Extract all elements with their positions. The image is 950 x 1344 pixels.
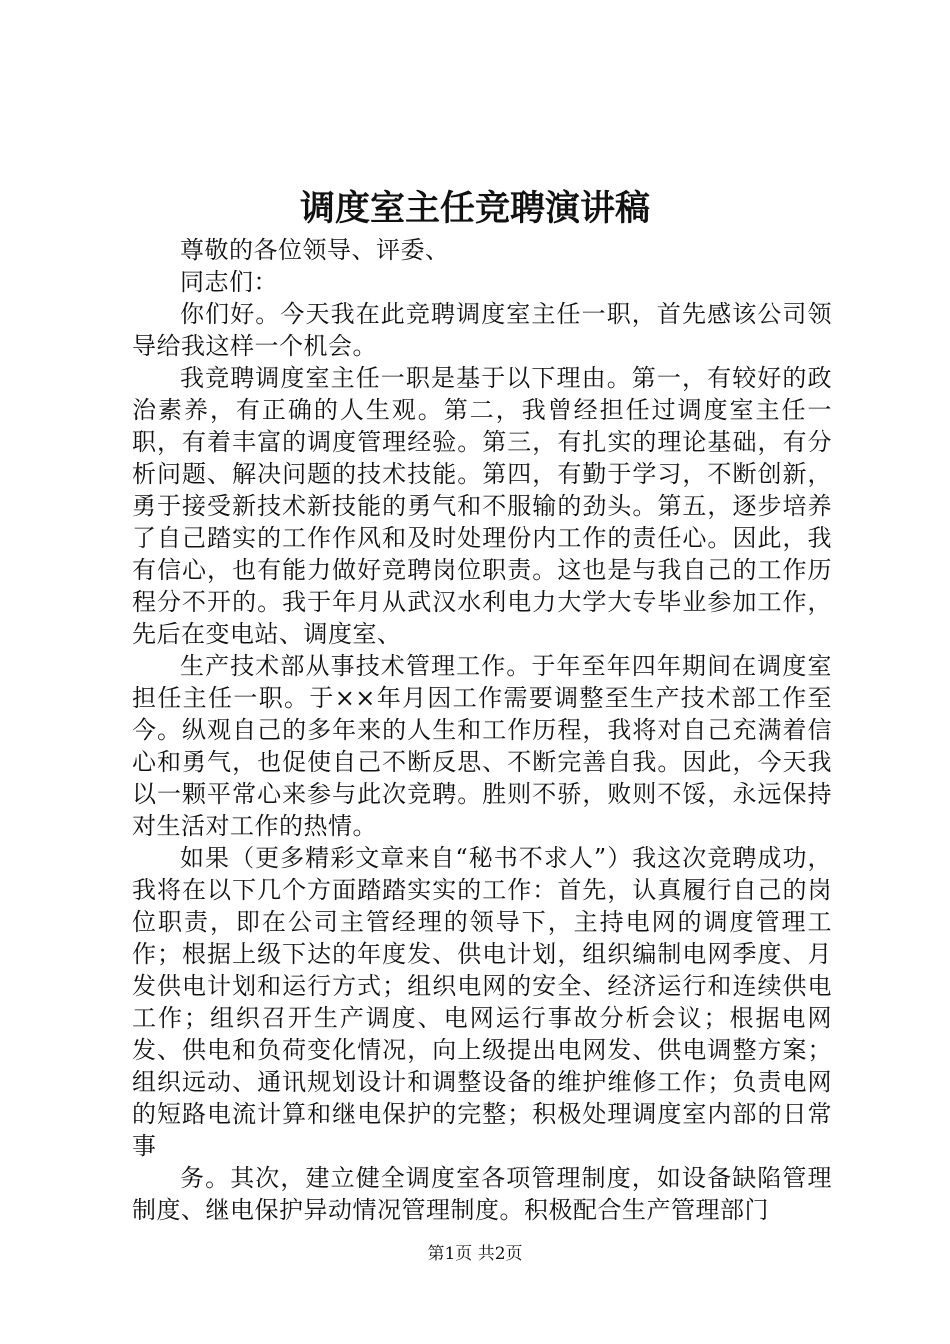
paragraph-experience: 生产技术部从事技术管理工作。于年至年四年期间在调度室担任主任一职。于××年月因工作需要调整至生产技术部工作至今。纵观自己的多年来的人生和工作历程，我将对自己充满着信心和勇气，也促使自己不断反思、不断完善自我。因此，今天我以一颗平常心来参与此次竞聘。胜则不骄，败则不馁，永远保持对生活对工作的热情。 (132, 652, 832, 840)
paragraph-salutation-2: 同志们： (180, 268, 278, 296)
document-body (132, 234, 832, 1226)
paragraph-reasons: 我竞聘调度室主任一职是基于以下理由。第一，有较好的政治素养，有正确的人生观。第二，我曾经担任过调度室主任一职，有着丰富的调度管理经验。第三，有扎实的理论基础，有分析问题、解决问题的技术技能。第四，有勤于学习，不断创新，勇于接受新技术新技能的勇气和不服输的劲头。第五，逐步培养了自己踏实的工作作风和及时处理份内工作的责任心。因此，我有信心，也有能力做好竞聘岗位职责。这也是与我自己的工作历程分不开的。我于年月从武汉水利电力大学大专毕业参加工作，先后在变电站、调度室、 (132, 364, 832, 648)
page-number: 第1页 共2页 (427, 1244, 523, 1264)
paragraph-systems: 务。其次，建立健全调度室各项管理制度，如设备缺陷管理制度、继电保护异动情况管理制度。积极配合生产管理部门 (132, 1164, 832, 1224)
paragraph-salutation: 尊敬的各位领导、评委、 (180, 236, 450, 264)
paragraph-greeting: 你们好。今天我在此竞聘调度室主任一职，首先感该公司领导给我这样一个机会。 (132, 300, 832, 360)
document-title: 调度室主任竞聘演讲稿 (299, 188, 650, 229)
paragraph-plan: 如果（更多精彩文章来自“秘书不求人”）我这次竞聘成功，我将在以下几个方面踏踏实实的工作：首先，认真履行自己的岗位职责，即在公司主管经理的领导下，主持电网的调度管理工作；根据上级下达的年度发、供电计划，组织编制电网季度、月发供电计划和运行方式；组织电网的安全、经济运行和连续供电工作；组织召开生产调度、电网运行事故分析会议；根据电网发、供电和负荷变化情况，向上级提出电网发、供电调整方案；组织远动、通讯规划设计和调整设备的维护维修工作；负责电网的短路电流计算和继电保护的完整；积极处理调度室内部的日常事 (132, 844, 832, 1160)
